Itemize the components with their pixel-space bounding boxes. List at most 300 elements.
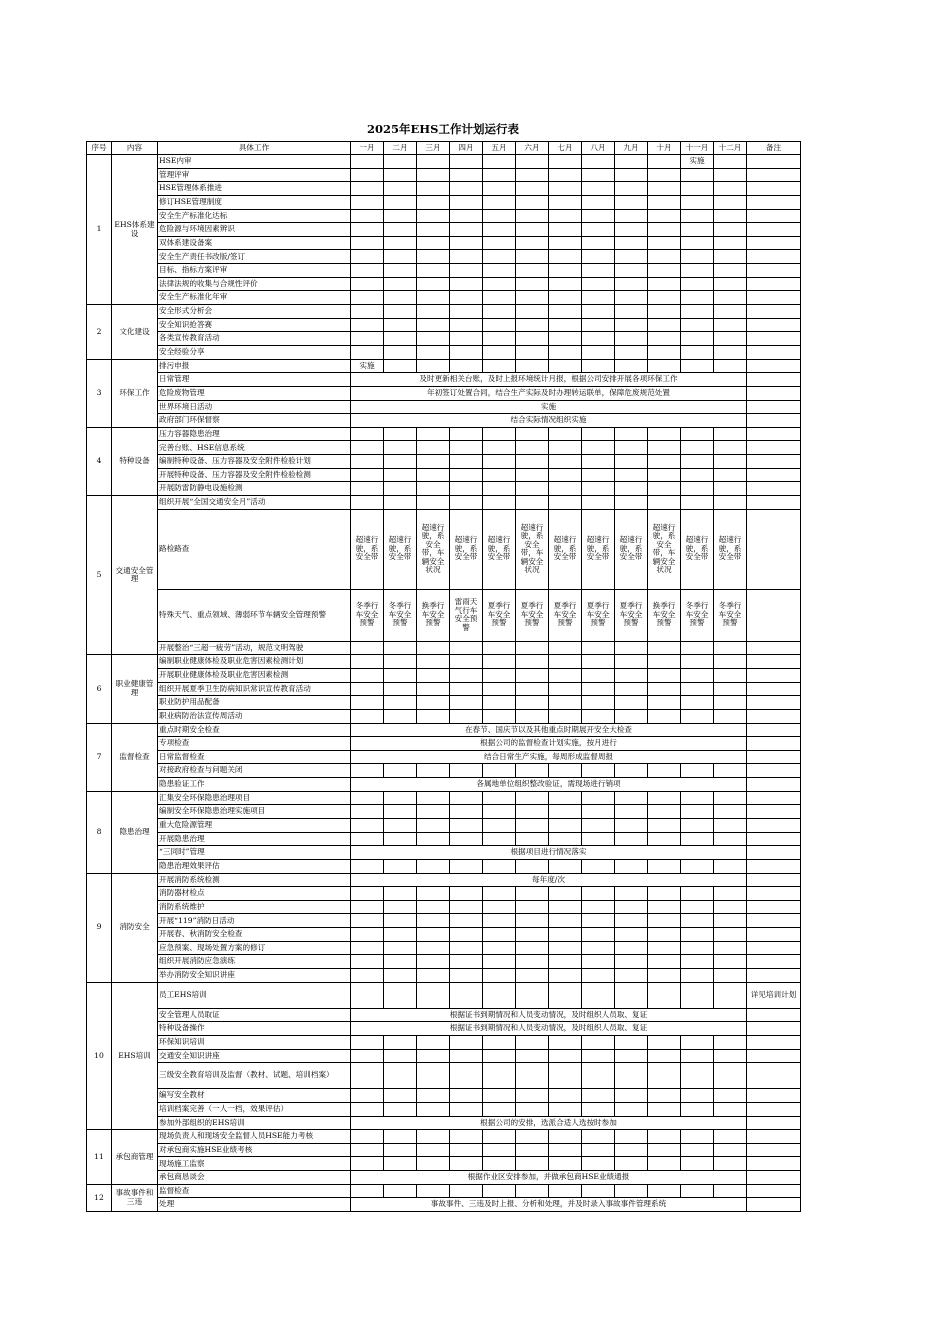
month-cell [450, 291, 483, 305]
month-cell [648, 941, 681, 955]
month-cell [582, 914, 615, 928]
month-cell [351, 195, 384, 209]
month-cell [450, 709, 483, 723]
remark-cell [747, 887, 801, 901]
month-cell [549, 900, 582, 914]
month-cell [615, 791, 648, 805]
month-cell [582, 941, 615, 955]
month-cell [681, 982, 714, 1008]
month-cell [483, 318, 516, 332]
month-cell [582, 900, 615, 914]
month-cell [615, 318, 648, 332]
month-cell [384, 709, 417, 723]
table-row [87, 928, 801, 942]
month-cell [615, 832, 648, 846]
month-cell [681, 887, 714, 901]
month-cell [615, 427, 648, 441]
month-cell: 超速行驶，系安全带 [615, 509, 648, 589]
month-cell [549, 668, 582, 682]
schedule-cell: 根据证书到期情况和人员变动情况，及时组织人员取、复证 [351, 1022, 747, 1036]
task-cell: 安全知识抢答赛 [158, 318, 351, 332]
table-row [87, 318, 801, 332]
remark-cell [747, 589, 801, 641]
month-cell [615, 441, 648, 455]
month-cell [351, 1035, 384, 1049]
month-cell [549, 168, 582, 182]
month-cell [615, 496, 648, 510]
month-cell [549, 1143, 582, 1157]
month-cell: 超速行驶，系安全带 [483, 509, 516, 589]
month-cell [384, 982, 417, 1008]
month-cell [417, 455, 450, 469]
month-cell [384, 345, 417, 359]
month-cell [714, 1102, 747, 1116]
month-cell [681, 696, 714, 710]
month-cell [549, 250, 582, 264]
section-name: 职业健康管理 [112, 655, 158, 723]
month-cell [549, 455, 582, 469]
section-number: 7 [87, 723, 112, 791]
month-cell [516, 291, 549, 305]
remark-cell [747, 264, 801, 278]
month-cell [615, 455, 648, 469]
page-title: 2025年EHS工作计划运行表 [367, 122, 519, 136]
month-cell [351, 250, 384, 264]
header-month-5: 五月 [483, 142, 516, 155]
month-cell [450, 955, 483, 969]
task-cell: 开展特种设备、压力容器及安全附件检验检测 [158, 468, 351, 482]
remark-cell [747, 1116, 801, 1130]
remark-cell [747, 373, 801, 387]
month-cell [549, 291, 582, 305]
month-cell [681, 859, 714, 873]
month-cell [450, 264, 483, 278]
month-cell [351, 709, 384, 723]
month-cell: 超速行驶，系安全带 [714, 509, 747, 589]
month-cell [582, 682, 615, 696]
task-cell: 监督检查 [158, 1184, 351, 1198]
table-row [87, 900, 801, 914]
month-cell [417, 1130, 450, 1144]
task-cell: 交通安全知识讲座 [158, 1049, 351, 1063]
month-cell [351, 1130, 384, 1144]
month-cell [648, 805, 681, 819]
month-cell [615, 1049, 648, 1063]
month-cell [615, 1130, 648, 1144]
month-cell [648, 236, 681, 250]
task-cell: 安全形式分析会 [158, 305, 351, 319]
month-cell [615, 955, 648, 969]
month-cell [450, 182, 483, 196]
month-cell [417, 155, 450, 169]
table-row [87, 455, 801, 469]
task-cell: 对接政府检查与问题关闭 [158, 764, 351, 778]
month-cell [549, 1049, 582, 1063]
month-cell [351, 668, 384, 682]
month-cell [615, 195, 648, 209]
month-cell [483, 791, 516, 805]
month-cell [483, 641, 516, 655]
month-cell [582, 1063, 615, 1089]
month-cell [417, 682, 450, 696]
month-cell [714, 668, 747, 682]
month-cell [582, 859, 615, 873]
month-cell [351, 318, 384, 332]
month-cell: 冬季行车安全预警 [384, 589, 417, 641]
month-cell [351, 655, 384, 669]
month-cell [516, 941, 549, 955]
task-cell: 安全管理人员取证 [158, 1008, 351, 1022]
month-cell [615, 764, 648, 778]
schedule-cell: 及时更新相关台账，及时上报环境统计月报，根据公司安排开展各项环保工作 [351, 373, 747, 387]
month-cell [549, 236, 582, 250]
table-row [87, 373, 801, 387]
month-cell [384, 482, 417, 496]
month-cell [549, 969, 582, 983]
month-cell [681, 682, 714, 696]
month-cell [417, 195, 450, 209]
month-cell [582, 291, 615, 305]
month-cell [615, 236, 648, 250]
month-cell [681, 195, 714, 209]
month-cell [483, 305, 516, 319]
month-cell [483, 182, 516, 196]
table-row [87, 723, 801, 737]
header-task: 具体工作 [158, 142, 351, 155]
month-cell [549, 182, 582, 196]
table-row [87, 400, 801, 414]
month-cell [417, 305, 450, 319]
month-cell [516, 914, 549, 928]
month-cell [648, 250, 681, 264]
remark-cell [747, 250, 801, 264]
month-cell [582, 195, 615, 209]
month-cell [417, 236, 450, 250]
month-cell [615, 914, 648, 928]
month-cell [615, 168, 648, 182]
month-cell [384, 764, 417, 778]
month-cell [351, 332, 384, 346]
remark-cell [747, 723, 801, 737]
remark-cell [747, 400, 801, 414]
month-cell [483, 941, 516, 955]
month-cell [648, 1143, 681, 1157]
task-cell: 职业病防治法宣传周活动 [158, 709, 351, 723]
table-row [87, 1102, 801, 1116]
remark-cell [747, 291, 801, 305]
month-cell [681, 1143, 714, 1157]
month-cell [714, 887, 747, 901]
month-cell [714, 496, 747, 510]
month-cell [417, 941, 450, 955]
month-cell [681, 900, 714, 914]
month-cell [483, 291, 516, 305]
month-cell [516, 859, 549, 873]
month-cell [483, 887, 516, 901]
month-cell [483, 859, 516, 873]
remark-cell [747, 1089, 801, 1103]
table-row [87, 236, 801, 250]
month-cell [351, 441, 384, 455]
table-row [87, 468, 801, 482]
month-cell [582, 1184, 615, 1198]
month-cell [681, 209, 714, 223]
month-cell [582, 982, 615, 1008]
table-row [87, 1130, 801, 1144]
month-cell [417, 496, 450, 510]
month-cell [351, 1184, 384, 1198]
table-row [87, 887, 801, 901]
month-cell [516, 345, 549, 359]
month-cell [351, 696, 384, 710]
month-cell [648, 455, 681, 469]
remark-cell [747, 236, 801, 250]
month-cell [450, 887, 483, 901]
month-cell [351, 291, 384, 305]
month-cell [648, 305, 681, 319]
month-cell [450, 914, 483, 928]
month-cell [714, 982, 747, 1008]
month-cell [483, 764, 516, 778]
month-cell [615, 1143, 648, 1157]
month-cell [384, 1130, 417, 1144]
month-cell [516, 709, 549, 723]
remark-cell [747, 955, 801, 969]
task-cell: 处理 [158, 1198, 351, 1212]
task-cell: 编制特种设备、压力容器及安全附件检验计划 [158, 455, 351, 469]
remark-cell [747, 969, 801, 983]
task-cell: 排污申报 [158, 359, 351, 373]
remark-cell [747, 277, 801, 291]
month-cell [417, 914, 450, 928]
month-cell [714, 1157, 747, 1171]
task-cell: 路检路查 [158, 509, 351, 589]
month-cell [450, 468, 483, 482]
month-cell [351, 900, 384, 914]
remark-cell: 详见培训计划 [747, 982, 801, 1008]
month-cell [417, 791, 450, 805]
month-cell [582, 455, 615, 469]
month-cell [681, 482, 714, 496]
month-cell [615, 969, 648, 983]
month-cell [615, 250, 648, 264]
remark-cell [747, 914, 801, 928]
month-cell [582, 818, 615, 832]
header-month-1: 一月 [351, 142, 384, 155]
month-cell [648, 668, 681, 682]
month-cell: 超速行驶，系安全带，车辆安全状况 [648, 509, 681, 589]
month-cell [615, 223, 648, 237]
month-cell [450, 859, 483, 873]
month-cell [681, 359, 714, 373]
remark-cell [747, 386, 801, 400]
header-month-6: 六月 [516, 142, 549, 155]
month-cell [483, 1157, 516, 1171]
task-cell: 日常管理 [158, 373, 351, 387]
month-cell [615, 641, 648, 655]
month-cell [648, 359, 681, 373]
month-cell [351, 982, 384, 1008]
month-cell [483, 332, 516, 346]
month-cell [648, 318, 681, 332]
table-row [87, 1143, 801, 1157]
table-row [87, 195, 801, 209]
month-cell [384, 427, 417, 441]
task-cell: 隐患验证工作 [158, 778, 351, 792]
month-cell [417, 1102, 450, 1116]
month-cell [714, 482, 747, 496]
table-row [87, 791, 801, 805]
remark-cell [747, 900, 801, 914]
task-cell: 开展职业健康体检及职业危害因素检测 [158, 668, 351, 682]
month-cell [417, 887, 450, 901]
month-cell [483, 427, 516, 441]
month-cell: 超速行驶，系安全带，车辆安全状况 [516, 509, 549, 589]
month-cell [384, 914, 417, 928]
month-cell [516, 168, 549, 182]
month-cell [417, 641, 450, 655]
month-cell [351, 345, 384, 359]
month-cell [351, 468, 384, 482]
section-number: 3 [87, 359, 112, 427]
month-cell [450, 318, 483, 332]
month-cell [483, 455, 516, 469]
task-cell: 承包商恳谈会 [158, 1171, 351, 1185]
task-cell: 开展消防系统检测 [158, 873, 351, 887]
schedule-cell: 实施 [351, 400, 747, 414]
month-cell [384, 969, 417, 983]
month-cell [417, 969, 450, 983]
month-cell [450, 345, 483, 359]
month-cell [417, 291, 450, 305]
section-number: 8 [87, 791, 112, 873]
month-cell [681, 791, 714, 805]
month-cell [351, 832, 384, 846]
table-row [87, 1063, 801, 1089]
month-cell [615, 941, 648, 955]
task-cell: 重大危险源管理 [158, 818, 351, 832]
month-cell [582, 887, 615, 901]
table-row [87, 509, 801, 589]
task-cell: 安全生产责任书改版/签订 [158, 250, 351, 264]
table-row [87, 832, 801, 846]
month-cell [516, 305, 549, 319]
month-cell [648, 900, 681, 914]
month-cell [549, 332, 582, 346]
task-cell: 特种设备操作 [158, 1022, 351, 1036]
month-cell [450, 1089, 483, 1103]
month-cell [417, 359, 450, 373]
table-row [87, 250, 801, 264]
month-cell [417, 1035, 450, 1049]
month-cell [549, 277, 582, 291]
month-cell [648, 859, 681, 873]
table-row [87, 1184, 801, 1198]
month-cell [681, 1089, 714, 1103]
month-cell [384, 668, 417, 682]
schedule-cell: 根据项目进行情况落实 [351, 846, 747, 860]
task-cell: 世界环境日活动 [158, 400, 351, 414]
remark-cell [747, 332, 801, 346]
month-cell [450, 1102, 483, 1116]
section-name: 隐患治理 [112, 791, 158, 873]
month-cell [648, 1049, 681, 1063]
month-cell [549, 764, 582, 778]
month-cell [516, 318, 549, 332]
month-cell [714, 277, 747, 291]
section-name: 事故事件和三违 [112, 1184, 158, 1211]
table-row [87, 805, 801, 819]
month-cell [648, 1184, 681, 1198]
month-cell [483, 668, 516, 682]
month-cell [483, 496, 516, 510]
month-cell [516, 250, 549, 264]
remark-cell [747, 668, 801, 682]
month-cell [351, 1143, 384, 1157]
month-cell [681, 1184, 714, 1198]
month-cell [450, 1157, 483, 1171]
header-month-8: 八月 [582, 142, 615, 155]
month-cell [582, 250, 615, 264]
month-cell [714, 655, 747, 669]
month-cell [681, 1130, 714, 1144]
month-cell [516, 482, 549, 496]
month-cell: 超速行驶，系安全带 [351, 509, 384, 589]
task-cell: 培训档案完善（一人一档，效果评估） [158, 1102, 351, 1116]
month-cell [417, 928, 450, 942]
month-cell [549, 914, 582, 928]
month-cell [483, 264, 516, 278]
month-cell [615, 887, 648, 901]
month-cell [714, 209, 747, 223]
month-cell [384, 791, 417, 805]
month-cell [648, 1089, 681, 1103]
task-cell: 编写安全教材 [158, 1089, 351, 1103]
month-cell [384, 455, 417, 469]
table-row [87, 655, 801, 669]
task-cell: 环保知识培训 [158, 1035, 351, 1049]
month-cell [516, 468, 549, 482]
month-cell [516, 332, 549, 346]
month-cell [384, 682, 417, 696]
remark-cell [747, 345, 801, 359]
month-cell [384, 359, 417, 373]
month-cell [549, 345, 582, 359]
remark-cell [747, 155, 801, 169]
table-row [87, 1171, 801, 1185]
month-cell [351, 859, 384, 873]
header-row [87, 142, 801, 155]
month-cell [714, 455, 747, 469]
schedule-cell: 根据公司的监督检查计划实施，按月进行 [351, 737, 747, 751]
month-cell [582, 709, 615, 723]
month-cell [450, 1049, 483, 1063]
remark-cell [747, 655, 801, 669]
table-row [87, 941, 801, 955]
month-cell [483, 682, 516, 696]
schedule-cell: 各属地单位组织整改验证，需现场进行销项 [351, 778, 747, 792]
month-cell [516, 1102, 549, 1116]
month-cell [549, 441, 582, 455]
task-cell: 开展春、秋消防安全检查 [158, 928, 351, 942]
month-cell [384, 1184, 417, 1198]
month-cell [384, 182, 417, 196]
month-cell [351, 641, 384, 655]
month-cell [417, 818, 450, 832]
month-cell [615, 345, 648, 359]
month-cell [681, 818, 714, 832]
month-cell [351, 277, 384, 291]
